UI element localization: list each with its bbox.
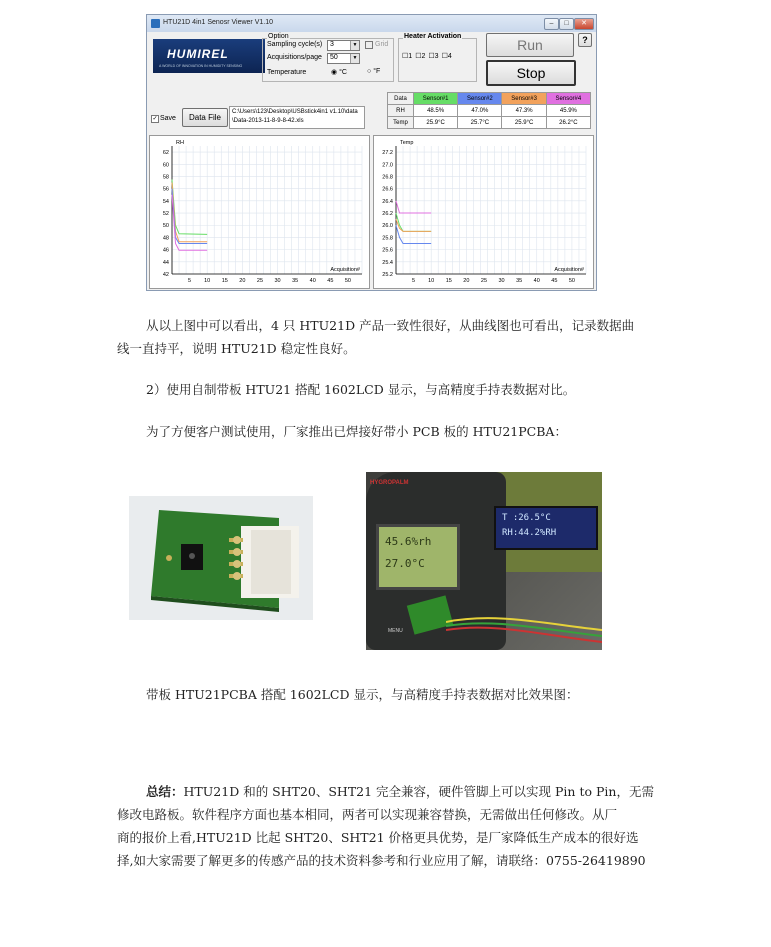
series-line xyxy=(172,180,207,235)
minimize-button[interactable]: – xyxy=(544,18,559,30)
y-tick-label: 50 xyxy=(162,223,169,230)
summary-label: 总结： xyxy=(146,784,184,799)
y-tick-label: 62 xyxy=(162,150,169,157)
paragraph-4: 带板 HTU21PCBA 搭配 1602LCD 显示，与高精度手持表数据对比效果图： xyxy=(146,687,579,702)
rh-chart-panel xyxy=(149,135,370,289)
save-checkbox[interactable]: ✓ xyxy=(152,116,158,122)
series-line xyxy=(396,213,431,231)
y-tick-label: 25.8 xyxy=(382,235,393,242)
table-header-cell: Sensor#2 xyxy=(458,93,502,105)
table-cell: 47.3% xyxy=(502,105,546,117)
y-tick-label: 56 xyxy=(162,186,169,193)
table-cell: 25.9°C xyxy=(413,117,457,129)
y-tick-label: 48 xyxy=(162,235,169,242)
sensor-viewer-window xyxy=(146,14,597,291)
meter-reading-rh: 45.6%rh xyxy=(385,535,432,548)
series-line xyxy=(396,201,431,213)
meter-brand: HYGROPALM xyxy=(370,480,409,486)
x-tick-label: 10 xyxy=(428,278,435,284)
x-tick-label: 20 xyxy=(463,278,470,284)
table-cell: 47.0% xyxy=(458,105,502,117)
file-path-line2: \Data-2013-11-8-9-8-42.xls xyxy=(232,118,304,124)
x-tick-label: 10 xyxy=(204,278,211,284)
x-tick-label: 25 xyxy=(480,278,488,284)
x-tick-label: 40 xyxy=(309,278,316,284)
meter-reading-temp: 27.0°C xyxy=(385,557,425,570)
file-path-box[interactable] xyxy=(229,106,365,129)
maximize-button[interactable]: □ xyxy=(559,18,574,30)
data-file-button[interactable]: Data File xyxy=(182,108,228,127)
summary-text-1: HTU21D 和的 SHT20、SHT21 完全兼容，硬件管脚上可以实现 Pin to Pin，无需 xyxy=(183,784,654,799)
x-tick-label: 35 xyxy=(516,278,523,284)
x-tick-label: 45 xyxy=(551,278,558,284)
lcd-line-2: RH:44.2%RH xyxy=(502,528,557,538)
comparison-setup-photo xyxy=(366,472,602,650)
lcd-line-1: T :26.5°C xyxy=(502,513,551,523)
y-tick-label: 44 xyxy=(162,259,169,266)
summary-line-1 xyxy=(146,780,654,803)
table-row xyxy=(388,105,591,117)
logo-text: HUMIREL xyxy=(167,47,229,61)
x-tick-label: 50 xyxy=(568,278,575,284)
acquisitions-value: 50 xyxy=(330,54,338,61)
x-tick-label: 50 xyxy=(344,278,351,284)
y-tick-label: 46 xyxy=(162,247,169,254)
rh-chart xyxy=(150,136,369,288)
table-cell: 26.2°C xyxy=(546,117,590,129)
x-tick-label: 45 xyxy=(327,278,334,284)
y-tick-label: 25.2 xyxy=(382,272,393,278)
paragraph-2: 2）使用自制带板 HTU21 搭配 1602LCD 显示，与高精度手持表数据对比。 xyxy=(146,382,576,397)
celsius-label: °C xyxy=(339,69,347,76)
y-tick-label: 26.2 xyxy=(382,211,393,218)
sampling-cycle-select[interactable] xyxy=(327,40,360,51)
sampling-cycle-label: Sampling cycle(s) xyxy=(267,41,323,48)
table-cell: Temp xyxy=(388,117,414,129)
y-axis-label: Temp xyxy=(400,140,414,146)
table-cell: 48.5% xyxy=(413,105,457,117)
x-axis-label: Acquisition# xyxy=(330,267,360,273)
table-header-cell: Sensor#3 xyxy=(502,93,546,105)
y-tick-label: 26.4 xyxy=(382,198,393,205)
x-tick-label: 30 xyxy=(498,278,505,284)
cable-wires xyxy=(446,592,602,650)
heater-group xyxy=(398,38,477,82)
dropdown-arrow-icon: ▼ xyxy=(350,41,359,50)
heater-checkbox-3[interactable]: ☐3 xyxy=(428,53,439,60)
heater-label: 3 xyxy=(434,53,439,60)
y-tick-label: 25.4 xyxy=(382,259,393,266)
fahrenheit-radio[interactable]: ○ °F xyxy=(367,68,381,75)
y-tick-label: 54 xyxy=(162,198,169,205)
meter-screen xyxy=(376,524,460,590)
y-tick-label: 25.6 xyxy=(382,247,393,254)
table-row xyxy=(388,117,591,129)
temp-chart xyxy=(374,136,593,288)
htu21-pcba-photo xyxy=(129,496,313,620)
heater-label: 2 xyxy=(421,53,426,60)
temp-chart-panel xyxy=(373,135,594,289)
heater-checkbox-2[interactable]: ☐2 xyxy=(415,53,426,60)
x-tick-label: 35 xyxy=(292,278,299,284)
x-tick-label: 15 xyxy=(221,278,228,284)
fahrenheit-label: °F xyxy=(373,68,381,75)
x-tick-label: 5 xyxy=(412,278,416,284)
acquisitions-select[interactable] xyxy=(327,53,360,64)
table-header-row xyxy=(388,93,591,105)
y-tick-label: 42 xyxy=(162,272,169,278)
y-tick-label: 26.0 xyxy=(382,223,393,230)
x-tick-label: 25 xyxy=(256,278,264,284)
x-tick-label: 5 xyxy=(188,278,192,284)
x-tick-label: 40 xyxy=(533,278,540,284)
x-tick-label: 30 xyxy=(274,278,281,284)
sampling-cycle-value: 3 xyxy=(330,41,334,48)
table-header-cell: Sensor#4 xyxy=(546,93,590,105)
table-header-cell: Sensor#1 xyxy=(413,93,457,105)
grid-checkbox[interactable] xyxy=(365,41,373,49)
celsius-radio[interactable]: ◉ °C xyxy=(331,69,347,76)
humirel-logo xyxy=(153,39,265,73)
help-button[interactable]: ? xyxy=(578,33,592,47)
y-tick-label: 27.0 xyxy=(382,162,393,169)
meter-menu-label: MENU xyxy=(388,628,403,634)
y-tick-label: 58 xyxy=(162,174,169,181)
sensor-data-table xyxy=(387,92,591,129)
acquisitions-label: Acquisitions/page xyxy=(267,54,322,61)
save-label: Save xyxy=(160,115,176,122)
y-axis-label: RH xyxy=(176,140,184,146)
paragraph-1: 从以上图中可以看出，4 只 HTU21D 产品一致性很好，从曲线图也可看出，记录数据曲 xyxy=(146,318,635,333)
x-tick-label: 15 xyxy=(445,278,452,284)
logo-tagline: A WORLD OF INNOVATION IN HUMIDITY SENSING xyxy=(159,64,243,68)
dropdown-arrow-icon: ▼ xyxy=(350,54,359,63)
option-group-title: Option xyxy=(268,33,289,40)
paragraph-1-cont: 线一直持平，说明 HTU21D 稳定性良好。 xyxy=(117,341,356,356)
table-cell: 45.9% xyxy=(546,105,590,117)
y-tick-label: 27.2 xyxy=(382,150,393,157)
lcd-1602-display xyxy=(494,506,598,550)
close-button[interactable]: ✕ xyxy=(574,18,594,30)
table-cell: RH xyxy=(388,105,414,117)
y-tick-label: 26.8 xyxy=(382,174,393,181)
run-button[interactable]: Run xyxy=(486,33,574,57)
summary-line-4: 择,如大家需要了解更多的传感产品的技术资料参考和行业应用了解，请联络：0755-26419890 xyxy=(117,853,646,868)
summary-line-3: 商的报价上看,HTU21D 比起 SHT20、SHT21 价格更具优势，是厂家降低生产成本的很好选 xyxy=(117,830,639,845)
window-title: HTU21D 4in1 Senosr Viewer V1.10 xyxy=(163,19,273,26)
y-tick-label: 26.6 xyxy=(382,186,393,193)
pcb-illustration xyxy=(129,496,313,620)
table-cell: 25.7°C xyxy=(458,117,502,129)
summary-line-2: 修改电路板。软件程序方面也基本相同，两者可以实现兼容替换，无需做出任何修改。从厂 xyxy=(117,807,618,822)
app-icon xyxy=(151,19,160,28)
x-axis-label: Acquisition# xyxy=(554,267,584,273)
table-header-cell: Data xyxy=(388,93,414,105)
heater-group-title: Heater Activation xyxy=(404,33,462,40)
file-path-line1: C:\Users\123\Desktop\USBstick4in1 v1.10\data xyxy=(232,109,358,115)
x-tick-label: 20 xyxy=(239,278,246,284)
y-tick-label: 52 xyxy=(162,211,169,218)
series-line xyxy=(172,183,207,242)
heater-label: 4 xyxy=(447,53,452,60)
heater-checkboxes xyxy=(402,52,452,60)
grid-label: Grid xyxy=(375,41,389,48)
paragraph-3: 为了方便客户测试使用，厂家推出已焊接好带小 PCB 板的 HTU21PCBA： xyxy=(146,424,567,439)
heater-checkbox-1[interactable]: ☐1 xyxy=(402,53,413,60)
heater-label: 1 xyxy=(408,53,413,60)
table-cell: 25.9°C xyxy=(502,117,546,129)
stop-button[interactable]: Stop xyxy=(486,60,576,86)
heater-checkbox-4[interactable]: ☐4 xyxy=(441,53,452,60)
y-tick-label: 60 xyxy=(162,162,169,169)
temperature-label: Temperature xyxy=(267,69,307,76)
title-bar xyxy=(147,15,596,32)
